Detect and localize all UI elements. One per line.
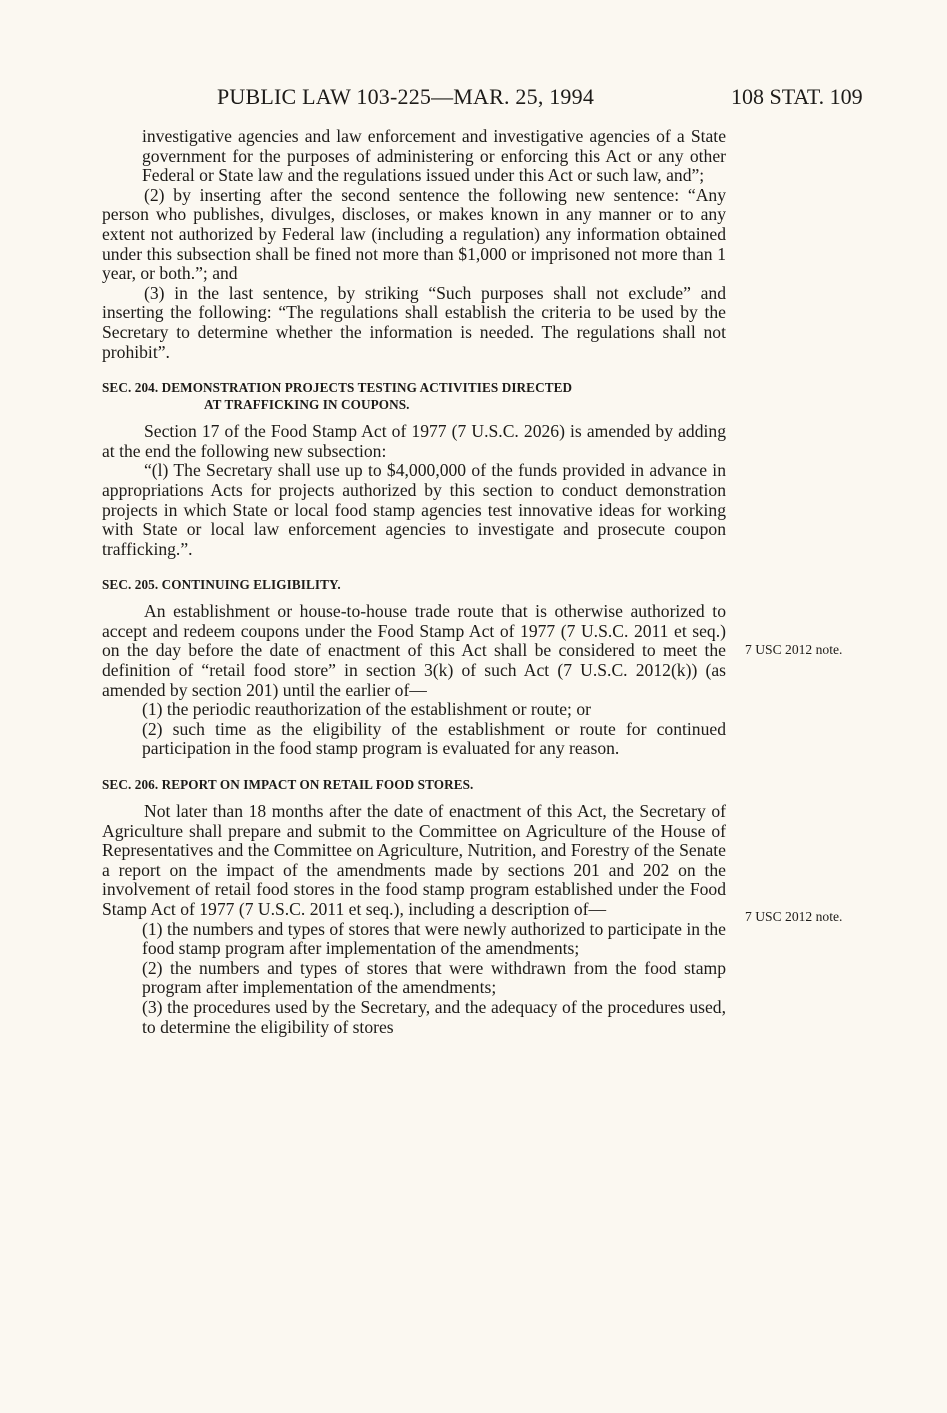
page-header	[0, 84, 947, 114]
intro-paragraph-1: investigative agencies and law enforcement and investigative agencies of a State government for the purposes of administering or enforcing this Act or any other Federal or State law and the regulations issued under this Act or such law, and”;	[142, 126, 726, 186]
section-205-item-1: (1) the periodic reauthorization of the establishment or route; or	[142, 699, 591, 720]
section-205-margin-note: 7 USC 2012 note.	[745, 642, 843, 657]
section-206-margin-note: 7 USC 2012 note.	[745, 909, 843, 924]
law-text-body	[102, 127, 726, 1037]
section-204-heading	[102, 379, 726, 413]
section-204-paragraph-2: “(l) The Secretary shall use up to $4,000,000 of the funds provided in advance in appropriations Acts for projects authorized by this section to conduct demonstration projects in which State or local food stamp agencies test innovative ideas for working with State or local law enforcement agencies to investigate and prosecute coupon trafficking.”.	[102, 460, 726, 559]
section-205-paragraph-1: An establishment or house-to-house trade route that is otherwise authorized to accept and redeem coupons under the Food Stamp Act of 1977 (7 U.S.C. 2011 et seq.) on the day before the date of enactment of this Act shall be considered to meet the definition of “retail food store” in section 3(k) of such Act (7 U.S.C. 2012(k)) (as amended by section 201) until the earlier of—	[102, 601, 726, 700]
intro-paragraph-2: (2) by inserting after the second sentence the following new sentence: “Any person who publishes, divulges, discloses, or makes known in any manner or to any extent not authorized by Federal law (including a regulation) any information obtained under this subsection shall be fined not more than $1,000 or imprisoned not more than 1 year, or both.”; and	[102, 184, 726, 284]
section-204-heading-line2: AT TRAFFICKING IN COUPONS.	[204, 397, 410, 413]
section-206-heading: SEC. 206. REPORT ON IMPACT ON RETAIL FOOD STORES.	[102, 777, 474, 793]
section-206-paragraph-1: Not later than 18 months after the date of enactment of this Act, the Secretary of Agriculture shall prepare and submit to the Committee on Agriculture of the House of Representatives and the Committee on Agriculture, Nutrition, and Forestry of the Senate a report on the impact of the amendments made by sections 201 and 202 on the involvement of retail food stores in the food stamp program established under the Food Stamp Act of 1977 (7 U.S.C. 2011 et seq.), including a description of—	[102, 801, 726, 919]
statute-page-number: 108 STAT. 109	[731, 84, 863, 109]
section-206-item-2: (2) the numbers and types of stores that were withdrawn from the food stamp program after implementation of the amendments;	[142, 957, 726, 998]
section-204-heading-line1: SEC. 204. DEMONSTRATION PROJECTS TESTING ACTIVITIES DIRECTED	[102, 380, 573, 396]
running-head-title: PUBLIC LAW 103-225—MAR. 25, 1994	[217, 84, 595, 109]
section-205-heading: SEC. 205. CONTINUING ELIGIBILITY.	[102, 577, 341, 593]
section-206-item-1: (1) the numbers and types of stores that were newly authorized to participate in the food stamp program after implementation of the amendments;	[142, 918, 726, 959]
section-204-paragraph-1: Section 17 of the Food Stamp Act of 1977 (7 U.S.C. 2026) is amended by adding at the end the following new subsection:	[102, 421, 726, 461]
section-205-item-2: (2) such time as the eligibility of the establishment or route for continued participation in the food stamp program is evaluated for any reason.	[142, 718, 726, 759]
intro-paragraph-3: (3) in the last sentence, by striking “Such purposes shall not exclude” and inserting the following: “The regulations shall establish the criteria to be used by the Secretary to determine whether the information is needed. The regulations shall not prohibit”.	[102, 282, 726, 362]
section-206-item-3: (3) the procedures used by the Secretary, and the adequacy of the procedures used, to determine the eligibility of stores	[142, 996, 726, 1037]
